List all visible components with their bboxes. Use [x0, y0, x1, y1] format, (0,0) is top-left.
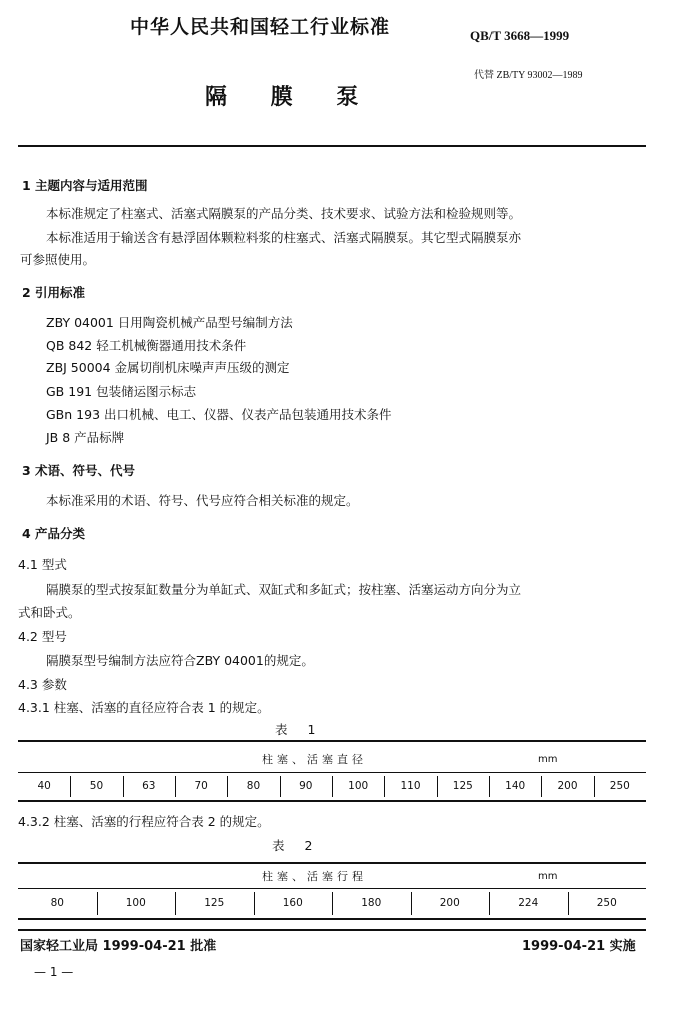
section-3-heading: 3 术语、符号、代号 — [22, 463, 136, 478]
table-cell: 125 — [204, 896, 225, 909]
table-2-bottom-rule — [18, 918, 646, 920]
table-cell: 110 — [400, 779, 421, 792]
table-column-divider — [123, 776, 124, 797]
table-2-title: 表 2 — [272, 838, 321, 853]
table-cell: 50 — [89, 779, 104, 792]
standard-code: QB/T 3668—1999 — [470, 28, 570, 43]
table-column-divider — [437, 776, 438, 797]
section-4-3-heading: 4.3 参数 — [18, 677, 67, 692]
table-cell: 80 — [50, 896, 64, 909]
section-4-2-heading: 4.2 型号 — [18, 629, 67, 644]
table-1-bottom-rule — [18, 800, 646, 802]
table-column-divider — [254, 892, 255, 915]
section-1-para-1: 本标准规定了柱塞式、活塞式隔膜泵的产品分类、技术要求、试验方法和检验规则等。 — [46, 206, 522, 221]
table-1-top-rule — [18, 740, 646, 742]
section-4-1-para-a: 隔膜泵的型式按泵缸数量分为单缸式、双缸式和多缸式；按柱塞、活塞运动方向分为立 — [46, 582, 522, 597]
reference-item: JB 8 产品标牌 — [46, 430, 125, 445]
reference-item: QB 842 轻工机械衡器通用技术条件 — [46, 338, 247, 353]
table-column-divider — [594, 776, 595, 797]
table-cell: 200 — [557, 779, 578, 792]
table-column-divider — [332, 892, 333, 915]
table-column-divider — [489, 776, 490, 797]
footer-rule — [18, 929, 646, 931]
issuer-title: 中华人民共和国轻工行业标准 — [130, 16, 391, 38]
table-cell: 125 — [452, 779, 473, 792]
table-2-top-rule — [18, 862, 646, 864]
table-1-title: 表 1 — [275, 722, 324, 737]
table-column-divider — [384, 776, 385, 797]
section-2-heading: 2 引用标准 — [22, 285, 86, 300]
table-column-divider — [280, 776, 281, 797]
header-rule — [18, 145, 646, 147]
table-column-divider — [175, 776, 176, 797]
section-3-para: 本标准采用的术语、符号、代号应符合相关标准的规定。 — [46, 493, 359, 508]
reference-item: GBn 193 出口机械、电工、仪器、仪表产品包装通用技术条件 — [46, 407, 392, 422]
page-number: — 1 — — [34, 965, 74, 979]
section-4-1-heading: 4.1 型式 — [18, 557, 67, 572]
table-column-divider — [489, 892, 490, 915]
table-2-unit: mm — [538, 871, 558, 882]
table-column-divider — [332, 776, 333, 797]
table-cell: 40 — [37, 779, 51, 792]
table-2-header: 柱塞、活塞行程 — [262, 870, 367, 883]
table-column-divider — [568, 892, 569, 915]
reference-item: GB 191 包装储运图示标志 — [46, 384, 197, 399]
table-column-divider — [70, 776, 71, 797]
reference-item: ZBY 04001 日用陶瓷机械产品型号编制方法 — [46, 315, 293, 330]
table-cell: 90 — [299, 779, 313, 792]
table-cell: 140 — [505, 779, 526, 792]
table-column-divider — [227, 776, 228, 797]
document-title: 隔 膜 泵 — [205, 85, 377, 110]
table-cell: 250 — [596, 896, 617, 909]
table-cell: 160 — [282, 896, 303, 909]
section-4-heading: 4 产品分类 — [22, 526, 86, 541]
table-1-unit: mm — [538, 754, 558, 765]
section-1-para-2b: 可参照使用。 — [20, 252, 96, 267]
table-cell: 224 — [518, 896, 539, 909]
table-1-mid-rule — [18, 772, 646, 773]
table-cell: 250 — [609, 779, 630, 792]
table-cell: 63 — [142, 779, 156, 792]
section-1-para-2a: 本标准适用于输送含有悬浮固体颗粒料浆的柱塞式、活塞式隔膜泵。其它型式隔膜泵亦 — [46, 230, 522, 245]
table-cell: 180 — [361, 896, 382, 909]
table-cell: 70 — [194, 779, 208, 792]
section-4-3-1: 4.3.1 柱塞、活塞的直径应符合表 1 的规定。 — [18, 700, 270, 715]
table-cell: 80 — [246, 779, 261, 792]
table-column-divider — [97, 892, 98, 915]
section-4-2-para: 隔膜泵型号编制方法应符合ZBY 04001的规定。 — [46, 653, 314, 668]
section-1-heading: 1 主题内容与适用范围 — [22, 178, 148, 193]
table-2-mid-rule — [18, 888, 646, 889]
reference-item: ZBJ 50004 金属切削机床噪声声压级的测定 — [46, 360, 290, 375]
table-cell: 100 — [348, 779, 369, 792]
table-column-divider — [175, 892, 176, 915]
table-cell: 100 — [125, 896, 146, 909]
table-column-divider — [411, 892, 412, 915]
implementation-date: 1999-04-21 实施 — [522, 939, 636, 954]
section-4-3-2: 4.3.2 柱塞、活塞的行程应符合表 2 的规定。 — [18, 814, 270, 829]
table-column-divider — [541, 776, 542, 797]
table-1-header: 柱塞、活塞直径 — [262, 753, 367, 766]
table-cell: 200 — [439, 896, 460, 909]
approval-line: 国家轻工业局 1999-04-21 批准 — [20, 939, 217, 954]
replaced-standard: 代替 ZB/TY 93002—1989 — [474, 70, 583, 81]
section-4-1-para-b: 式和卧式。 — [18, 605, 81, 620]
